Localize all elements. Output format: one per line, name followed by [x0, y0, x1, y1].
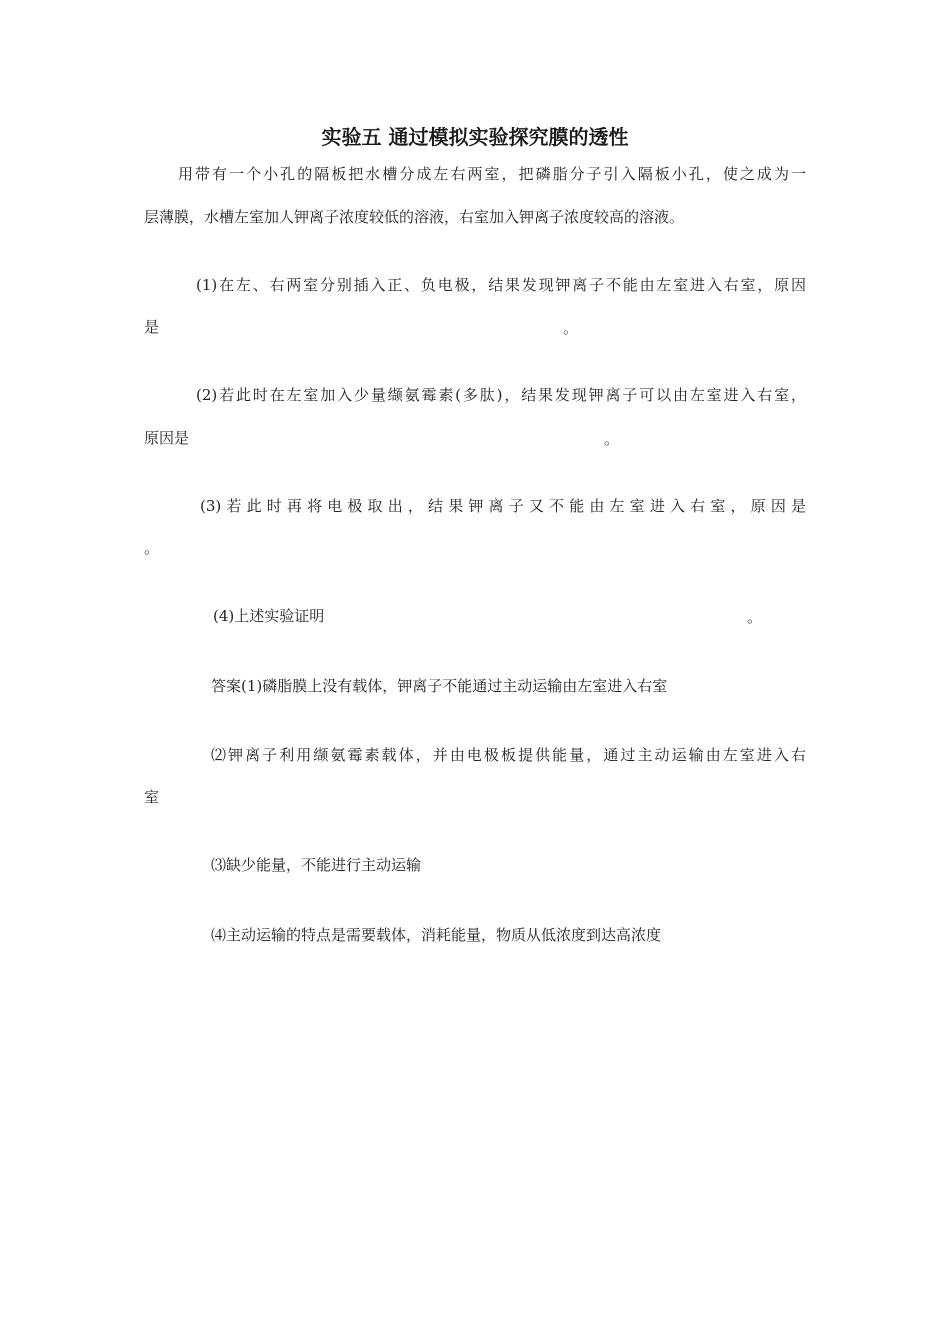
document-title: 实验五 通过模拟实验探究膜的透性: [321, 125, 629, 149]
answer-2-line-1: ⑵钾离子利用缬氨霉素载体，并由电极板提供能量，通过主动运输由左室进入右: [211, 746, 806, 764]
question-4-line: (4)上述实验证明: [213, 607, 325, 625]
intro-line-2: 层薄膜，水槽左室加人钾离子浓度较低的溶液，右室加入钾离子浓度较高的溶液。: [144, 208, 685, 226]
question-1-line-2: 是: [144, 318, 160, 336]
answer-4: ⑷主动运输的特点是需要载体，消耗能量，物质从低浓度到达高浓度: [211, 926, 662, 944]
question-1-line-1: (1)在左、右两室分别插入正、负电极，结果发现钾离子不能由左室进入右室，原因: [196, 276, 806, 294]
answer-2-line-2: 室: [144, 788, 160, 806]
answer-1: 答案(1)磷脂膜上没有载体，钾离子不能通过主动运输由左室进入右室: [211, 677, 668, 695]
question-2-blank-end: 。: [604, 430, 620, 448]
question-4-blank-end: 。: [747, 608, 763, 626]
intro-line-1: 用带有一个小孔的隔板把水槽分成左右两室，把磷脂分子引入隔板小孔，使之成为一: [178, 165, 806, 183]
question-1-blank-end: 。: [563, 319, 579, 337]
question-2-line-1: (2)若此时在左室加入少量缬氨霉素(多肽)，结果发现钾离子可以由左室进入右室，: [196, 386, 806, 404]
question-2-line-2: 原因是: [144, 429, 190, 447]
answer-3: ⑶缺少能量，不能进行主动运输: [211, 856, 422, 874]
question-3-line-1: (3)若此时再将电极取出，结果钾离子又不能由左室进入右室，原因是: [200, 497, 806, 515]
question-3-line-2: 。: [144, 539, 160, 557]
